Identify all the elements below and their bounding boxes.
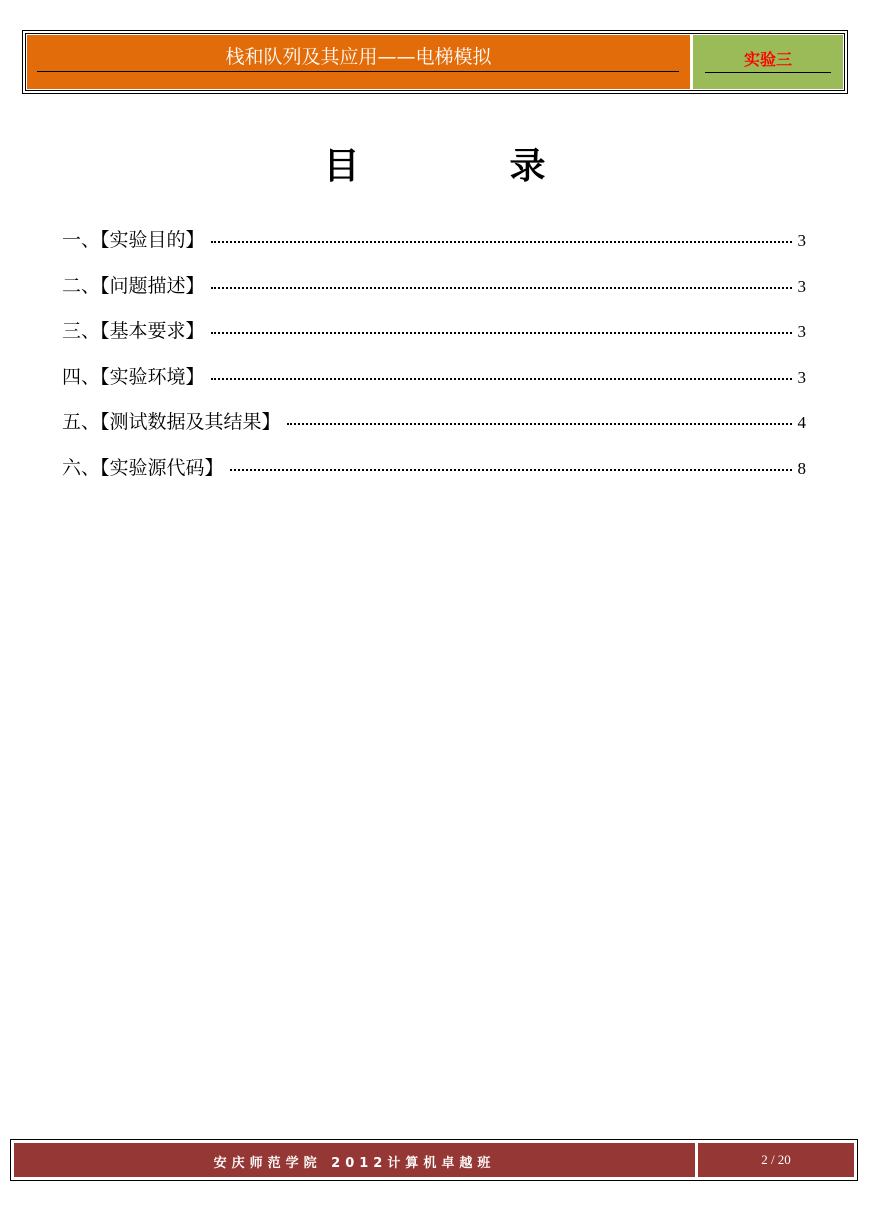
toc-entry-page: 8 (797, 458, 806, 478)
toc-entry[interactable] (62, 271, 806, 317)
footer-institution-box (14, 1143, 695, 1177)
document-title: 栈和队列及其应用——电梯模拟 (225, 46, 492, 68)
footer-institution: 安庆师范学院 2012计算机卓越班 (213, 1156, 496, 1171)
toc-leader-dots (211, 287, 792, 289)
toc-entry[interactable] (62, 225, 806, 271)
toc-title-char-1: 目 (323, 146, 510, 187)
page-indicator: 2 / 20 (761, 1152, 791, 1167)
header-title-box (27, 35, 690, 89)
toc-entry-label: 五、【测试数据及其结果】 (62, 411, 281, 433)
toc-leader-dots (211, 241, 792, 243)
toc-entry-page: 3 (797, 231, 806, 250)
toc-entry[interactable] (62, 453, 806, 499)
header-title-underline (37, 71, 679, 72)
toc-title-char-2: 录 (509, 146, 696, 187)
toc-leader-dots (230, 469, 792, 471)
toc-entry-label: 六、【实验源代码】 (62, 456, 224, 479)
toc-entry-page: 3 (797, 367, 806, 387)
toc-entry-page: 3 (797, 322, 806, 341)
toc-entry-label: 三、【基本要求】 (62, 320, 205, 342)
toc-leader-dots (211, 378, 792, 380)
toc-entry[interactable] (62, 316, 806, 362)
footer-page-box (698, 1143, 854, 1177)
toc-leader-dots (211, 332, 792, 334)
header-badge-box (693, 35, 843, 89)
toc-entry-page: 4 (797, 413, 806, 432)
toc-entry-page: 3 (797, 276, 806, 296)
toc-entry-label: 四、【实验环境】 (62, 365, 205, 388)
toc-entry-label: 二、【问题描述】 (62, 274, 205, 297)
header-badge-underline (705, 72, 831, 73)
toc-entry[interactable] (62, 362, 806, 408)
experiment-badge: 实验三 (743, 50, 792, 69)
toc-leader-dots (287, 423, 792, 425)
table-of-contents (62, 225, 806, 498)
toc-entry[interactable] (62, 407, 806, 453)
toc-title (0, 138, 869, 189)
toc-entry-label: 一、【实验目的】 (62, 229, 205, 251)
